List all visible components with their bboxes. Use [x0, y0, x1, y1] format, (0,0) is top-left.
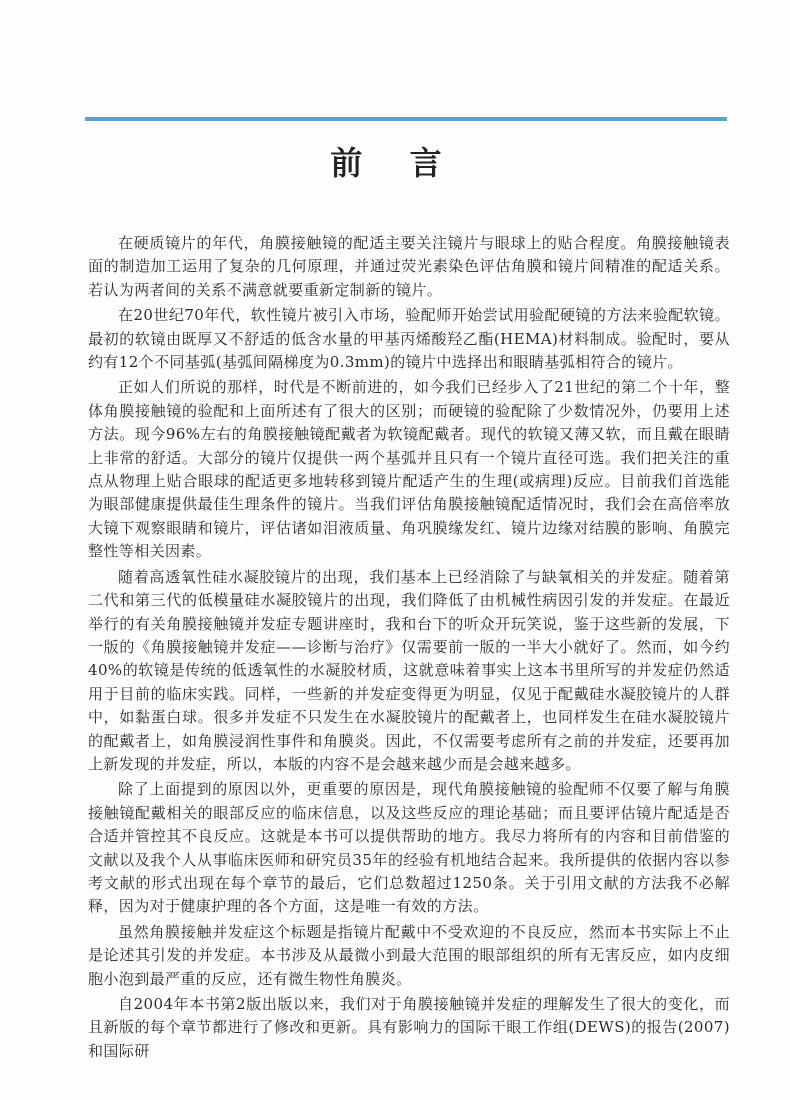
- paragraph: 随着高透氧性硅水凝胶镜片的出现，我们基本上已经消除了与缺氧相关的并发症。随着第二代和第三代的低模量硅水凝胶镜片的出现，我们降低了由机械性病因引发的并发症。在最近举行的有关角膜接触镜并发症专题讲座时，我和台下的听众开玩笑说，鉴于这些新的发展，下一版的《角膜接触镜并发症——诊断与治疗》仅需要前一版的一半大小就好了。然而，如今约40%的软镜是传统的低透氧性的水凝胶材质，这就意味着事实上这本书里所写的并发症仍然适用于目前的临床实践。同样，一些新的并发症变得更为明显，仅见于配戴硅水凝胶镜片的人群中，如黏蛋白球。很多并发症不只发生在水凝胶镜片的配戴者上，也同样发生在硅水凝胶镜片的配戴者上，如角膜浸润性事件和角膜炎。因此，不仅需要考虑所有之前的并发症，还要再加上新发现的并发症，所以，本版的内容不是会越来越少而是会越来越多。: [88, 567, 730, 773]
- preface-body: [88, 232, 730, 1063]
- paragraph: 在硬质镜片的年代，角膜接触镜的配适主要关注镜片与眼球上的贴合程度。角膜接触镜表面的制造加工运用了复杂的几何原理，并通过荧光素染色评估角膜和镜片间精准的配适关系。若认为两者间的关系不满意就要重新定制新的镜片。: [88, 234, 730, 299]
- header-rule: [85, 117, 727, 121]
- paragraph: 虽然角膜接触并发症这个标题是指镜片配戴中不受欢迎的不良反应，然而本书实际上不止是论述其引发的并发症。本书涉及从最微小到最大范围的眼部组织的所有无害反应，如内皮细胞小泡到最严重的反应，还有微生物性角膜炎。: [88, 922, 730, 988]
- paragraph: 正如人们所说的那样，时代是不断前进的，如今我们已经步入了21世纪的第二个十年，整体角膜接触镜的验配和上面所述有了很大的区别；而硬镜的验配除了少数情况外，仍要用上述方法。现今96%左右的角膜接触镜配戴者为软镜配戴者。现代的软镜又薄又软，而且戴在眼睛上非常的舒适。大部分的镜片仅提供一两个基弧并且只有一个镜片直径可选。我们把关注的重点从物理上贴合眼球的配适更多地转移到镜片配适产生的生理(或病理)反应。目前我们首选能为眼部健康提供最佳生理条件的镜片。当我们评估角膜接触镜配适情况时，我们会在高倍率放大镜下观察眼睛和镜片，评估诸如泪液质量、角巩膜缘发红、镜片边缘对结膜的影响、角膜完整性等相关因素。: [88, 378, 730, 561]
- page-title: 前 言: [330, 144, 460, 182]
- paragraph: 除了上面提到的原因以外，更重要的原因是，现代角膜接触镜的验配师不仅要了解与角膜接触镜配戴相关的眼部反应的临床信息，以及这些反应的理论基础；而且要评估镜片配适是否合适并管控其不良反应。这就是本书可以提供帮助的地方。我尽力将所有的内容和目前借鉴的文献以及我个人从事临床医师和研究员35年的经验有机地结合起来。我所提供的依据内容以参考文献的形式出现在每个章节的最后，它们总数超过1250条。关于引用文献的方法我不必解释，因为对于健康护理的各个方面，这是唯一有效的方法。: [88, 780, 730, 916]
- paragraph: 在20世纪70年代，软性镜片被引入市场，验配师开始尝试用验配硬镜的方法来验配软镜。最初的软镜由既厚又不舒适的低含水量的甲基丙烯酸羟乙酯(HEMA)材料制成。验配时，要从约有12个不同基弧(基弧间隔梯度为0.3mm)的镜片中选择出和眼睛基弧相符合的镜片。: [88, 306, 730, 372]
- paragraph: 自2004年本书第2版出版以来，我们对于角膜接触镜并发症的理解发生了很大的变化，而且新版的每个章节都进行了修改和更新。具有影响力的国际干眼工作组(DEWS)的报告(2007)和国际研: [88, 995, 730, 1060]
